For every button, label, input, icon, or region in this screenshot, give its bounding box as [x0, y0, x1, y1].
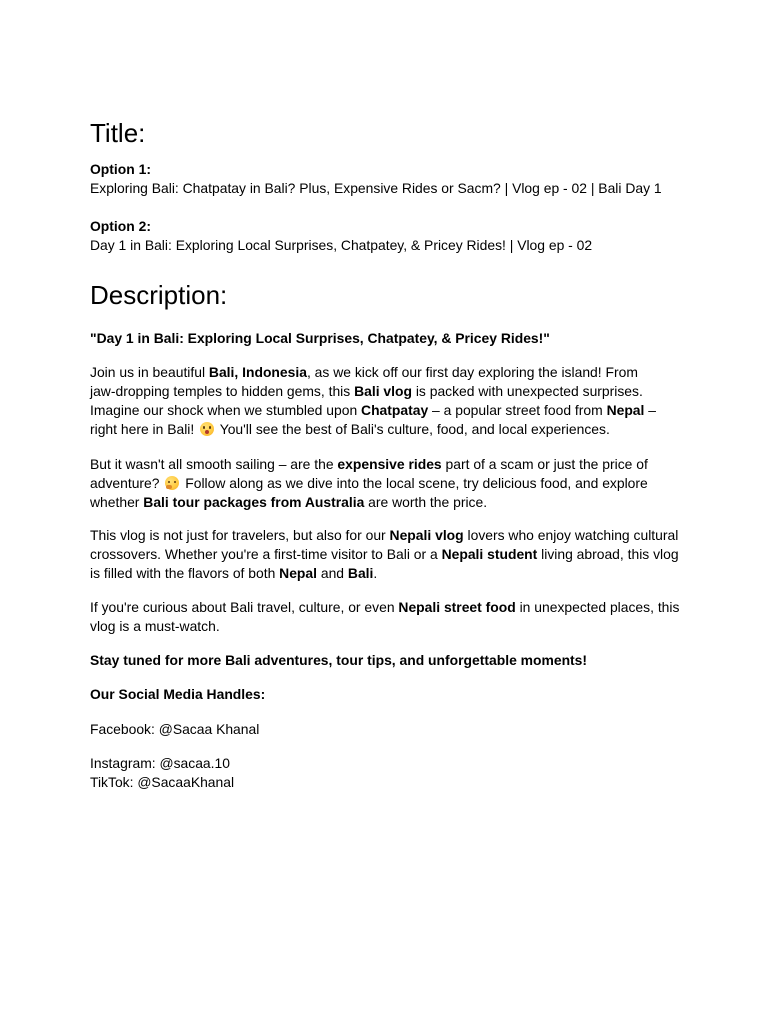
description-paragraph-2: But it wasn't all smooth sailing – are the expensive rides part of a scam or just the price of adventure? Follow along as we dive into the local scene, try delicious food, and explore whether Bali tour packages from Australia are worth the price.: [90, 456, 648, 510]
option-2-label: Option 2:: [90, 218, 151, 234]
tiktok-handle: TikTok: @SacaaKhanal: [90, 774, 235, 790]
shocked-face-icon: [200, 422, 214, 436]
description-paragraph-4: If you're curious about Bali travel, culture, or even Nepali street food in unexpected places, this vlog is a must-watch.: [90, 599, 680, 634]
option-2-block: [90, 217, 690, 255]
option-1-text: Exploring Bali: Chatpatay in Bali? Plus, Expensive Rides or Sacm? | Vlog ep - 02 | Bali Day 1: [90, 180, 662, 196]
stay-tuned-text: Stay tuned for more Bali adventures, tour tips, and unforgettable moments!: [90, 652, 588, 668]
description-paragraph-3: This vlog is not just for travelers, but also for our Nepali vlog lovers who enjoy watching cultural crossovers. Whether you're a first-time visitor to Bali or a Nepali student living abroad, this vlog is filled with the flavors of both Nepal and Bali.: [90, 527, 679, 581]
description-title: "Day 1 in Bali: Exploring Local Surprises, Chatpatey, & Pricey Rides!": [90, 330, 550, 346]
option-1-block: [90, 160, 690, 198]
facebook-handle: Facebook: @Sacaa Khanal: [90, 721, 260, 737]
thinking-face-icon: [165, 476, 179, 490]
description-heading: Description:: [90, 280, 228, 310]
title-heading: Title:: [90, 118, 146, 148]
instagram-handle: Instagram: @sacaa.10: [90, 755, 230, 771]
social-media-heading: Our Social Media Handles:: [90, 686, 266, 702]
option-1-label: Option 1:: [90, 161, 151, 177]
social-handles-block: [90, 754, 690, 792]
option-2-text: Day 1 in Bali: Exploring Local Surprises, Chatpatey, & Pricey Rides! | Vlog ep - 02: [90, 237, 593, 253]
description-paragraph-1: Join us in beautiful Bali, Indonesia, as we kick off our first day exploring the island! From jaw-dropping temples to hidden gems, this Bali vlog is packed with unexpected surprises. Imagine our shock when we stumbled upon Chatpatay – a popular street food from Nepal – right here in Bali! You'll see the best of Bali's culture, food, and local experiences.: [90, 364, 656, 437]
